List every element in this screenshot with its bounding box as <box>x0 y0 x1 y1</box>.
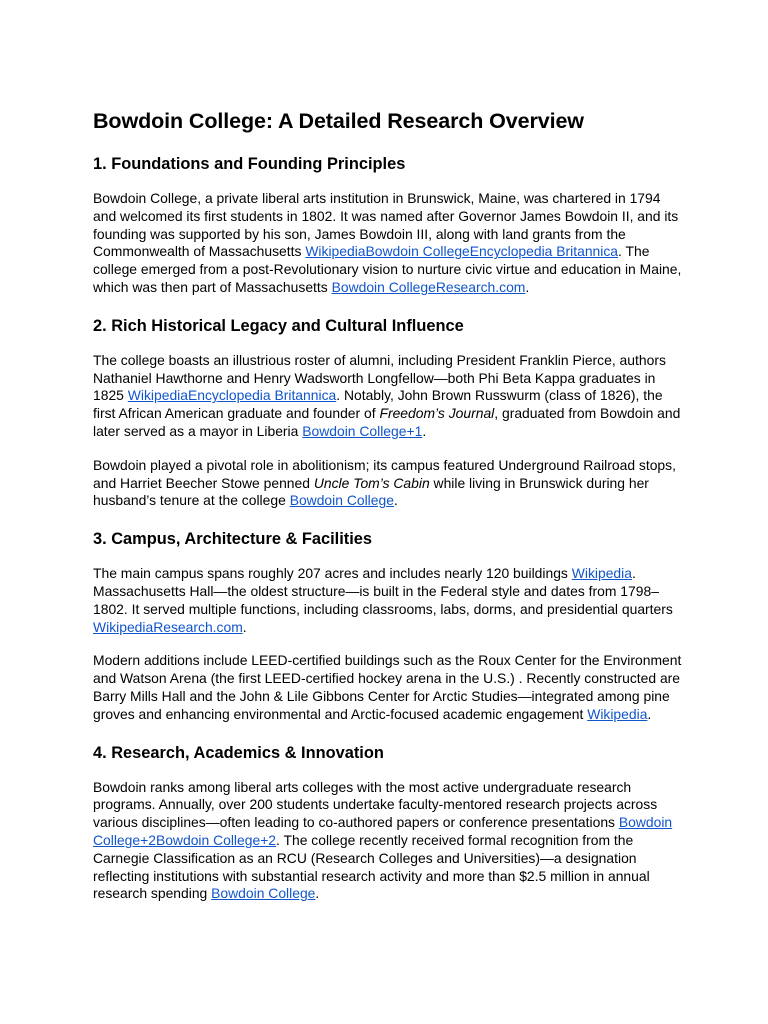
paragraph-abolitionism <box>93 457 683 510</box>
section-heading-foundations: 1. Foundations and Founding Principles <box>93 155 406 173</box>
italic-title: Uncle Tom’s Cabin <box>313 474 430 491</box>
paragraph-alumni <box>93 352 683 441</box>
citation-link[interactable]: Bowdoin College+1 <box>302 422 423 439</box>
paragraph-text: . <box>393 492 398 509</box>
document-title: Bowdoin College: A Detailed Research Overview <box>93 109 584 133</box>
paragraph-campus <box>93 565 683 636</box>
paragraph-text: while living in Brunswick during her husband’s tenure at the college <box>93 474 649 509</box>
citation-link[interactable]: Bowdoin College <box>289 492 394 509</box>
citation-link[interactable]: WikipediaEncyclopedia Britannica <box>127 387 337 404</box>
paragraph-foundations <box>93 190 683 297</box>
paragraph-text: . Massachusetts Hall—the oldest structure—is built in the Federal style and dates from 1798–1802. It served multiple functions, including classrooms, labs, dorms, and presidential quarters <box>93 565 673 617</box>
section-heading-campus: 3. Campus, Architecture & Facilities <box>93 530 373 549</box>
paragraph-text: The college boasts an illustrious roster of alumni, including President Franklin Pierce, authors Nathaniel Hawthorne and Henry Wadsworth Longfellow—both Phi Beta Kappa graduates in 1825 <box>93 351 666 404</box>
paragraph-text: . The college recently received formal recognition from the Carnegie Classification as an RCU (Research Colleges and Universities)—a designation reflecting institutions with substantial research activity and more than $2.5 million in annual research spending <box>93 831 650 902</box>
paragraph-research <box>93 779 683 904</box>
paragraph-text: Bowdoin ranks among liberal arts colleges with the most active undergraduate research programs. Annually, over 200 students undertake faculty-mentored research projects across various disciplines—often leading to co-authored papers or conference presentations <box>93 778 658 831</box>
paragraph-text: . <box>647 705 652 722</box>
citation-link[interactable]: Wikipedia <box>587 705 648 722</box>
paragraph-text: . <box>422 422 427 439</box>
paragraph-text: . <box>315 885 320 902</box>
citation-link[interactable]: Wikipedia <box>571 565 632 582</box>
paragraph-text: . <box>242 618 247 635</box>
paragraph-text: . <box>525 278 530 295</box>
document-body <box>93 107 683 919</box>
citation-link[interactable]: WikipediaBowdoin CollegeEncyclopedia Britannica <box>305 243 619 260</box>
paragraph-modern-additions <box>93 652 683 723</box>
section-heading-research: 4. Research, Academics & Innovation <box>93 743 384 762</box>
paragraph-text: The main campus spans roughly 207 acres and includes nearly 120 buildings <box>93 565 572 582</box>
section-heading-legacy: 2. Rich Historical Legacy and Cultural Influence <box>93 316 464 335</box>
citation-link[interactable]: Bowdoin College <box>211 885 316 902</box>
paragraph-text: Modern additions include LEED-certified buildings such as the Roux Center for the Environment and Watson Arena (the first LEED-certified hockey arena in the U.S.) . Recently constructed are Barry Mills Hall and the John & Lile Gibbons Center for Arctic Studies—integrated among pine groves and enhancing environmental and Arctic-focused academic engagement <box>93 652 682 722</box>
paragraph-text: . The college emerged from a post-Revolutionary vision to nurture civic virtue and education in Maine, which was then part of Massachusetts <box>93 243 682 295</box>
citation-link[interactable]: Bowdoin CollegeResearch.com <box>331 278 526 295</box>
citation-link[interactable]: WikipediaResearch.com <box>93 618 243 635</box>
italic-title: Freedom’s Journal <box>379 405 495 422</box>
paragraph-text: Bowdoin College, a private liberal arts institution in Brunswick, Maine, was chartered in 1794 and welcomed its first students in 1802. It was named after Governor James Bowdoin II, and its founding was supported by his son, James Bowdoin III, along with land grants from the Commonwealth of Massachusetts <box>93 190 679 260</box>
paragraph-text: Bowdoin played a pivotal role in abolitionism; its campus featured Underground Railroad stops, and Harriet Beecher Stowe penned <box>93 456 676 491</box>
citation-link[interactable]: Bowdoin College+2Bowdoin College+2 <box>93 814 673 848</box>
paragraph-text: . Notably, John Brown Russwurm (class of 1826), the first African American graduate and founder of <box>93 387 663 422</box>
paragraph-text: , graduated from Bowdoin and later served as a mayor in Liberia <box>93 405 681 439</box>
